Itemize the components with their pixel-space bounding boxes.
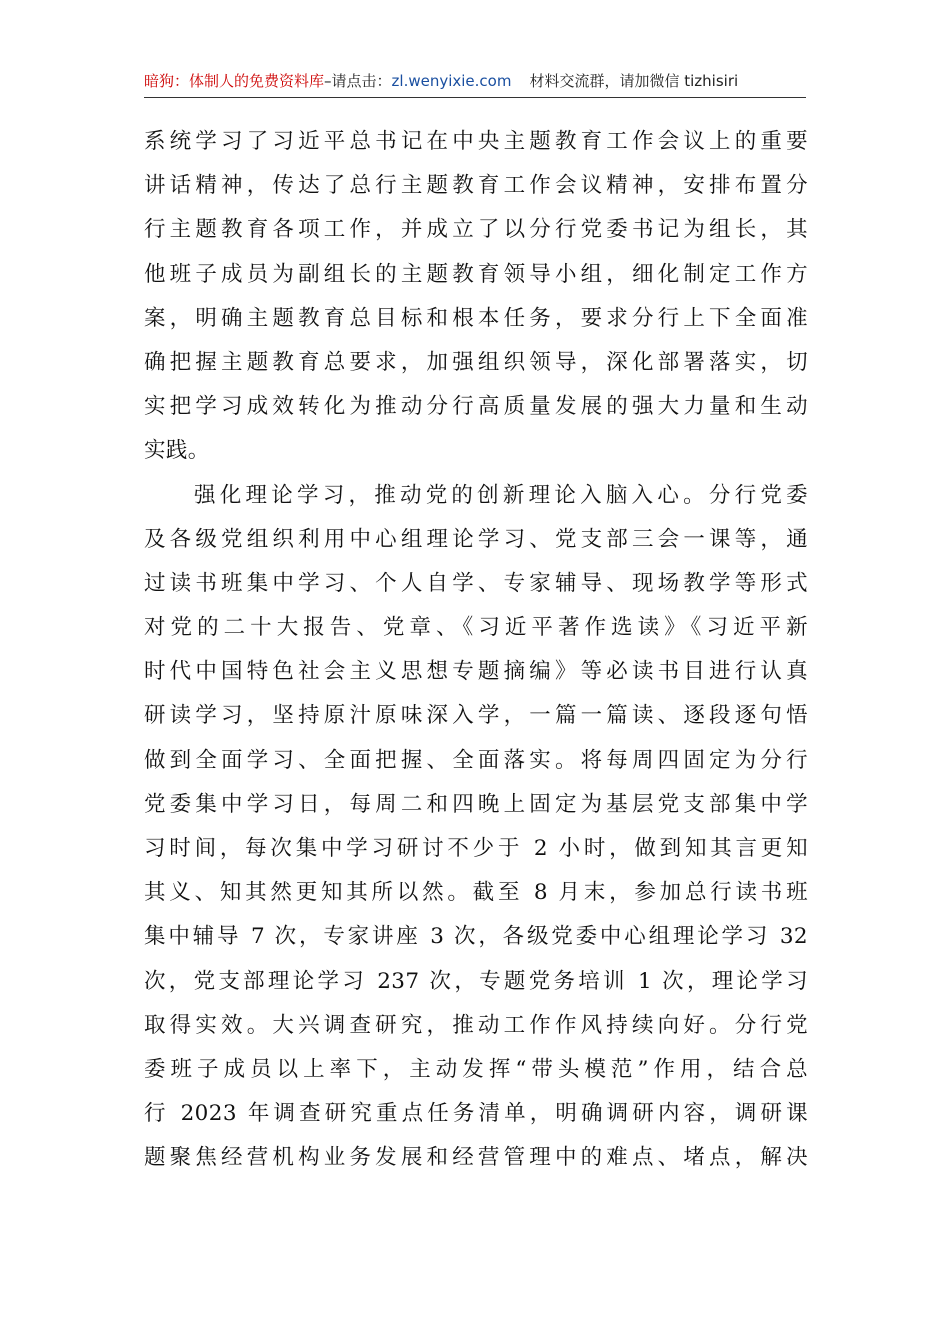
paragraph-2-line: 次，党支部理论学习 237 次，专题党务培训 1 次，理论学习	[144, 968, 808, 994]
paragraph-1-line: 他班子成员为副组长的主题教育领导小组，细化制定工作方	[144, 261, 808, 287]
paragraph-2-line: 做到全面学习、全面把握、全面落实。将每周四固定为分行	[144, 747, 808, 773]
paragraph-2-line: 题聚焦经营机构业务发展和经营管理中的难点、堵点，解决	[144, 1145, 808, 1171]
header-site-name[interactable]: 暗狗：体制人的免费资料库	[144, 72, 325, 90]
page-header	[144, 70, 806, 96]
paragraph-1-line: 案，明确主题教育总目标和根本任务，要求分行上下全面准	[144, 305, 808, 331]
paragraph-2-line: 强化理论学习，推动党的创新理论入脑入心。分行党委	[194, 482, 808, 508]
paragraph-1-line: 行主题教育各项工作，并成立了以分行党委书记为组长，其	[144, 217, 808, 243]
header-wechat-note: 材料交流群，请加微信 tizhisiri	[529, 72, 739, 90]
paragraph-2-line: 集中辅导 7 次，专家讲座 3 次，各级党委中心组理论学习 32	[144, 924, 808, 950]
paragraph-2-line: 取得实效。大兴调查研究，推动工作作风持续向好。分行党	[144, 1012, 808, 1038]
paragraph-2-line: 时代中国特色社会主义思想专题摘编》等必读书目进行认真	[144, 659, 808, 685]
paragraph-2-line: 及各级党组织利用中心组理论学习、党支部三会一课等，通	[144, 526, 808, 552]
document-body	[144, 120, 808, 1181]
paragraph-2-line: 对党的二十大报告、党章、《习近平著作选读》《习近平新	[144, 615, 808, 641]
header-url-link[interactable]: zl.wenyixie.com	[391, 72, 512, 90]
paragraph-2-line: 研读学习，坚持原汁原味深入学，一篇一篇读、逐段逐句悟	[144, 703, 808, 729]
paragraph-1-line: 实践。	[144, 438, 210, 464]
paragraph-1-line: 讲话精神，传达了总行主题教育工作会议精神，安排布置分	[144, 173, 808, 199]
paragraph-2-line: 过读书班集中学习、个人自学、专家辅导、现场教学等形式	[144, 570, 808, 596]
paragraph-2-line: 行 2023 年调查研究重点任务清单，明确调研内容，调研课	[144, 1101, 808, 1127]
header-divider	[144, 97, 806, 98]
paragraph-1-line: 实把学习成效转化为推动分行高质量发展的强大力量和生动	[144, 394, 808, 420]
paragraph-2-line: 委班子成员以上率下，主动发挥“带头模范”作用，结合总	[144, 1056, 808, 1082]
header-click-prompt: –请点击：	[324, 72, 392, 90]
paragraph-2-line: 习时间，每次集中学习研讨不少于 2 小时，做到知其言更知	[144, 836, 808, 861]
paragraph-2-line: 党委集中学习日，每周二和四晚上固定为基层党支部集中学	[144, 791, 808, 817]
paragraph-1-line: 确把握主题教育总要求，加强组织领导，深化部署落实，切	[144, 349, 808, 375]
paragraph-1-line: 系统学习了习近平总书记在中央主题教育工作会议上的重要	[144, 129, 808, 154]
paragraph-2-line: 其义、知其然更知其所以然。截至 8 月末，参加总行读书班	[144, 880, 808, 906]
